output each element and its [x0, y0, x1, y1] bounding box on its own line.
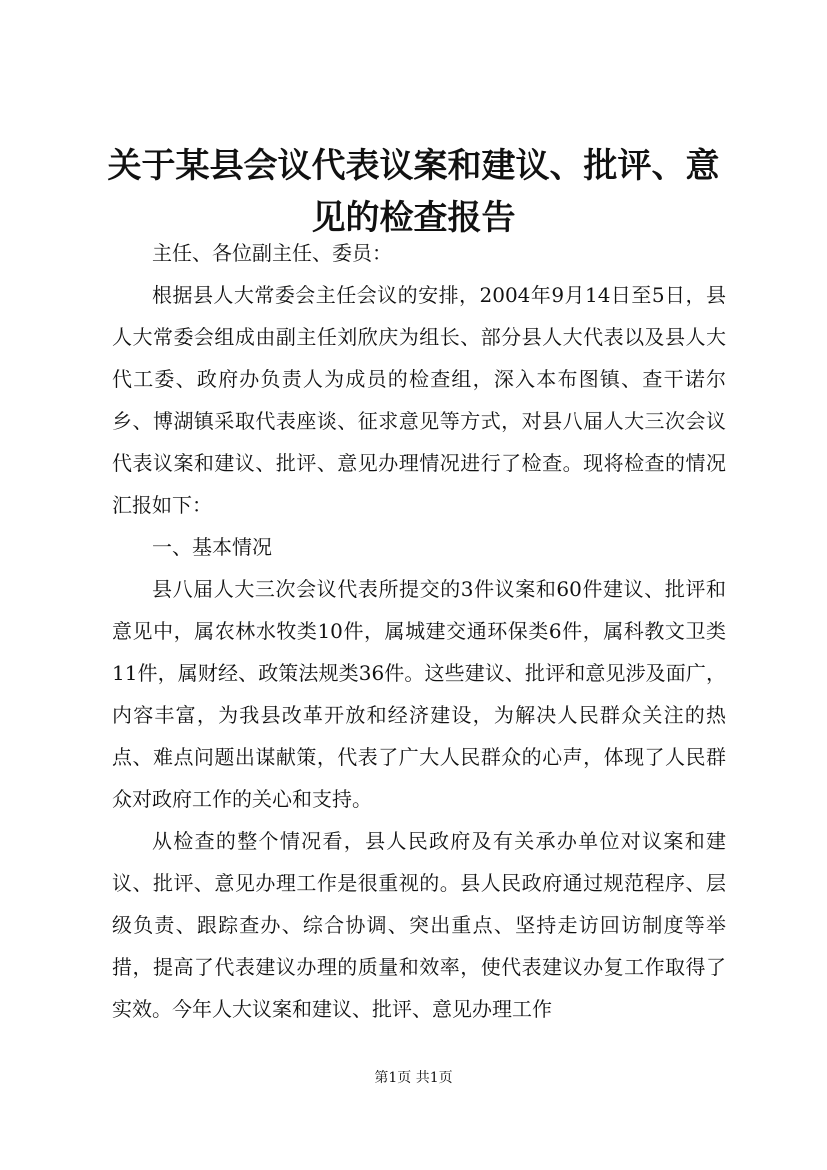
document-title: 关于某县会议代表议案和建议、批评、意见的检查报告 [107, 146, 720, 238]
section-heading-basic-situation: 一、基本情况 [152, 535, 272, 559]
body-paragraph: 从检查的整个情况看，县人民政府及有关承办单位对议案和建议、批评、意见办理工作是很重视的。县人民政府通过规范程序、层级负责、跟踪查办、综合协调、突出重点、坚持走访回访制度等举措，提高了代表建议办理的质量和效率，使代表建议办复工作取得了实效。今年人大议案和建议、批评、意见办理工作 [112, 829, 726, 1021]
document-body [112, 232, 726, 1030]
intro-paragraph: 根据县人大常委会主任会议的安排，2004年9月14日至5日，县人大常委会组成由副主任刘欣庆为组长、部分县人大代表以及县人大代工委、政府办负责人为成员的检查组，深入本布图镇、查干诺尔乡、博湖镇采取代表座谈、征求意见等方式，对县八届人大三次会议代表议案和建议、批评、意见办理情况进行了检查。现将检查的情况汇报如下： [112, 283, 726, 517]
body-paragraph: 县八届人大三次会议代表所提交的3件议案和60件建议、批评和意见中，属农林水牧类10件，属城建交通环保类6件，属科教文卫类11件，属财经、政策法规类36件。这些建议、批评和意见涉及面广，内容丰富，为我县改革开放和经济建设，为解决人民群众关注的热点、难点问题出谋献策，代表了广大人民群众的心声，体现了人民群众对政府工作的关心和支持。 [112, 577, 726, 811]
salutation-paragraph: 主任、各位副主任、委员： [152, 241, 392, 265]
page-footer: 第1页 共1页 [374, 1070, 453, 1086]
